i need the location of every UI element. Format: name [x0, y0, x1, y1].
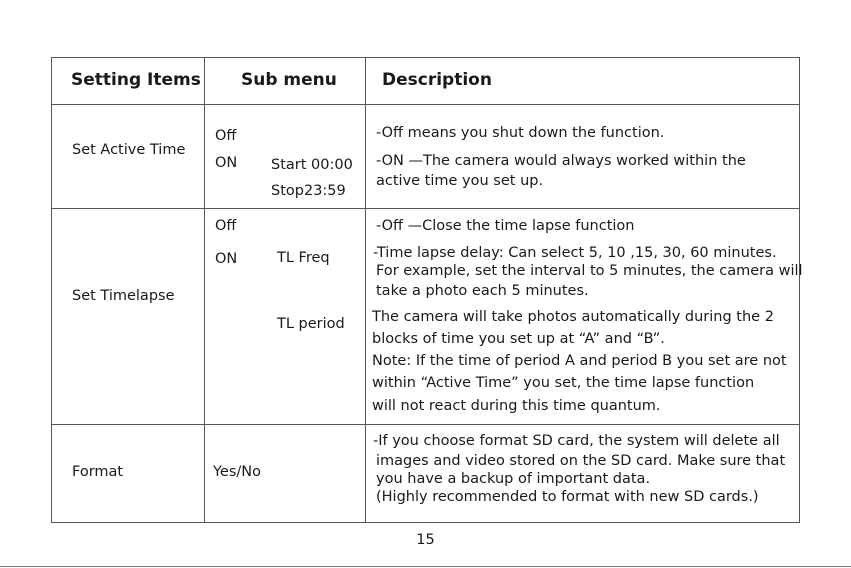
table-border-left — [51, 57, 52, 523]
table-border-right — [799, 57, 800, 523]
description-line: Note: If the time of period A and period B you set are not — [372, 353, 787, 369]
description-line: For example, set the interval to 5 minutes, the camera will — [376, 263, 803, 279]
description-line: -Off —Close the time lapse function — [376, 218, 635, 234]
column-divider — [204, 57, 205, 523]
description-line: will not react during this time quantum. — [372, 398, 661, 414]
submenu-yes-no: Yes/No — [213, 464, 262, 480]
description-line: blocks of time you set up at “A” and “B”. — [372, 331, 665, 347]
column-divider — [365, 57, 366, 523]
header-divider — [51, 104, 800, 105]
description-line: -Off means you shut down the function. — [376, 125, 665, 141]
table-border-bottom — [51, 522, 800, 523]
description-line: you have a backup of important data. — [376, 471, 651, 487]
description-line: -Time lapse delay: Can select 5, 10 ,15, 30, 60 minutes. — [373, 245, 777, 261]
page-number: 15 — [416, 532, 435, 548]
description-line: The camera will take photos automatically during the 2 — [372, 309, 774, 325]
description-line: -If you choose format SD card, the system will delete all — [373, 433, 780, 449]
setting-format: Format — [72, 464, 124, 480]
row-divider — [51, 424, 800, 425]
description-line: within “Active Time” you set, the time lapse function — [372, 375, 755, 391]
submenu-off: Off — [215, 218, 237, 234]
submenu-tl-freq: TL Freq — [277, 250, 330, 266]
setting-set-timelapse: Set Timelapse — [72, 288, 175, 304]
submenu-tl-period: TL period — [277, 316, 345, 332]
description-line: take a photo each 5 minutes. — [376, 283, 589, 299]
description-line: images and video stored on the SD card. Make sure that — [376, 453, 786, 469]
submenu-stop-time: Stop23:59 — [271, 183, 346, 199]
row-divider — [51, 208, 800, 209]
submenu-on: ON — [215, 155, 238, 171]
settings-table — [51, 57, 803, 523]
description-line: -ON —The camera would always worked within the — [376, 153, 746, 169]
header-sub-menu: Sub menu — [241, 70, 337, 90]
header-description: Description — [382, 70, 492, 90]
page-bottom-rule — [0, 566, 851, 567]
header-setting-items: Setting Items — [71, 70, 201, 90]
submenu-off: Off — [215, 128, 237, 144]
submenu-on: ON — [215, 251, 238, 267]
submenu-start-time: Start 00:00 — [271, 157, 353, 173]
setting-set-active-time: Set Active Time — [72, 142, 186, 158]
description-line: active time you set up. — [376, 173, 544, 189]
table-border-top — [51, 57, 800, 58]
description-line: (Highly recommended to format with new SD cards.) — [376, 489, 759, 505]
